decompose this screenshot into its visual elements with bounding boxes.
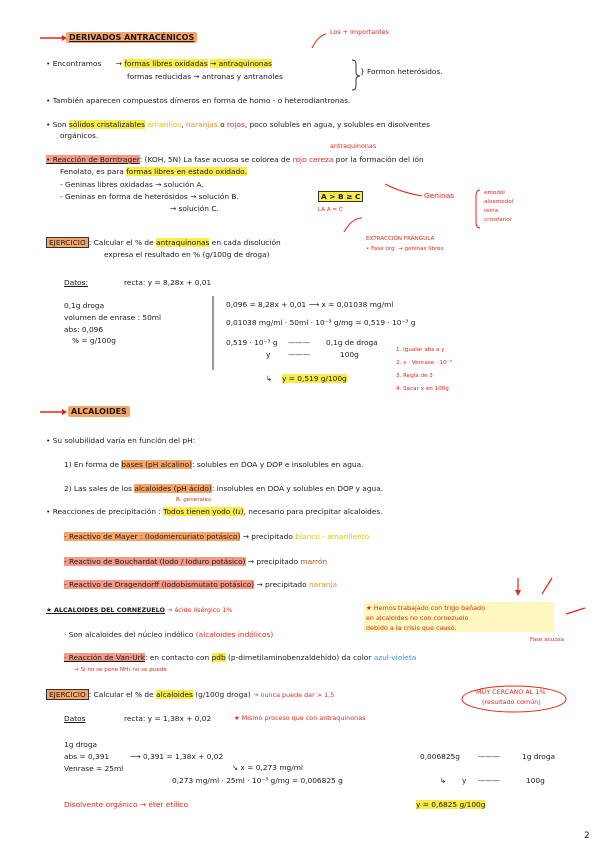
dato-porcentaje: % = g/100g: [72, 336, 116, 345]
abc-note: LA A = C: [318, 207, 343, 213]
cornezuelo: [46, 606, 232, 615]
fase-acuosa-note: Fase acuosa: [530, 637, 565, 643]
line-solidos: • Son sólidos cristalizables amarillos, naranjas o rojos, poco solubles en agua, y solubles en disolventes: [46, 120, 430, 129]
r-generales-note: R. generales: [176, 497, 211, 503]
highlight-pdb: pdb: [211, 653, 226, 662]
highlight-mayer: - Reactivo de Mayer : (Iodomercuriato potásico): [64, 532, 241, 541]
highlight-bouchardat: - Reactivo de Bouchardat (Iodo / Ioduro potásico): [64, 557, 246, 566]
text: (alcaloides indólicos): [195, 630, 274, 639]
rule-line: ———: [288, 338, 311, 347]
text: , necesario para precipitar alcaloides.: [243, 507, 383, 516]
highlight-formas-libres-oxidado: formas libres en estado oxidado.: [126, 167, 247, 176]
rule2-1b: 1g droga: [522, 752, 556, 761]
highlight-antraquinonas: → antraquinonas: [210, 59, 272, 68]
calc-result: y = 0,519 g/100g: [282, 374, 347, 383]
rule-line: ———: [478, 752, 501, 761]
mismo-proceso: ★ Mismo proceso que con antraquinonas: [234, 714, 366, 722]
text: 1) En forma de: [64, 460, 119, 469]
text: (g/100g droga): [195, 690, 251, 699]
step-4: 4. Sacar x en 100g: [396, 386, 449, 392]
dato-volumen: volumen de enrase : 50ml: [64, 313, 162, 322]
text: → ácido lisérgico 1%: [167, 606, 233, 614]
text: · Son alcaloides del núcleo indólico: [64, 630, 194, 639]
highlight-alcaloides: alcaloides: [156, 690, 193, 699]
highlight-formas-libres: formas libres oxidadas: [124, 59, 208, 68]
line-solubilidad: • Su solubilidad varía en función del pH:: [46, 436, 196, 445]
text: : solubles en DOA y DOP e insolubles en agua.: [192, 460, 364, 469]
step-3: 3. Regla de 3: [396, 373, 433, 379]
color-naranjas: naranjas: [185, 120, 218, 129]
step-1: 1. Igualar abs a y: [396, 347, 445, 353]
result-2: y = 0,6825 g/100g: [416, 800, 486, 809]
color-rojos: rojos: [226, 120, 245, 129]
text: : Calcular el % de: [88, 690, 154, 699]
recta-1: recta: y = 8,28x + 0,01: [124, 278, 212, 287]
calc-3a: 0,519 · 10⁻³ g: [226, 338, 278, 347]
line-encontramos: • Encontramos → formas libres oxidadas → antraquinonas: [46, 59, 272, 68]
color-azul-violeta: azul-violeta: [373, 653, 417, 662]
text: → precipitado: [242, 532, 293, 541]
geninas-label: Geninas: [424, 191, 455, 200]
text: ★ ALCALOIDES DEL CORNEZUELO: [46, 606, 165, 614]
reactivo-dragendorff: [64, 580, 337, 589]
highlight-solidos: sólidos cristalizables: [68, 120, 145, 129]
dato2-venrase: Venrase = 25ml: [64, 764, 124, 773]
calc-2: 0,01038 mg/ml · 50ml · 10⁻³ g/mg = 0,519 · 10⁻³ g: [226, 318, 416, 327]
text: • Reacciones de precipitación :: [46, 507, 161, 516]
abc-box: A > B ≥ C: [318, 191, 363, 202]
section-title-text: ALCALOIDES: [68, 406, 130, 417]
text: : en contacto con: [145, 653, 210, 662]
extraccion-title: EXTRACCIÓN FRÁNGULA: [366, 236, 435, 242]
dato-droga: 0,1g droga: [64, 301, 105, 310]
line-fenolato: [60, 167, 247, 176]
calc-3b: 0,1g de droga: [326, 338, 378, 347]
text: : Calcular el % de: [88, 238, 154, 247]
rule-arrow: ↳: [440, 776, 447, 785]
color-marron: marrón: [300, 557, 328, 566]
rule-line: ———: [478, 776, 501, 785]
text: : insolubles en DOA y solubles en DOP y agua.: [211, 484, 384, 493]
rule2-2b: 100g: [526, 776, 545, 785]
text: • Encontramos: [46, 59, 102, 68]
line-geninas-libres: - Geninas libres oxidadas → solución A.: [60, 180, 204, 189]
highlight-dragendorff: - Reactivo de Dragendorff (Iodobismutato potásico): [64, 580, 255, 589]
extraccion-note: • Fase org. → geninas libres: [366, 246, 444, 252]
highlight-borntrager: • Reacción de Borntrager: [46, 155, 140, 164]
calc-4a: y: [266, 350, 271, 359]
reactivo-bouchardat: [64, 557, 327, 566]
genina-1: emodol: [484, 190, 505, 196]
highlight-antraquinonas: antraquinonas: [156, 238, 210, 247]
genina-3: reina: [484, 208, 499, 214]
calc2-2: ↘ x = 0,273 mg/ml: [232, 763, 303, 772]
formon-heterosidos: } Formon heterósidos.: [360, 67, 443, 76]
highlight-van-urk: · Reacción de Van-Urk: [64, 653, 145, 662]
line-formas-reducidas: formas reducidas → antronas y antranoles: [127, 72, 283, 81]
text: → precipitado: [256, 580, 307, 589]
dato2-abs: abs = 0,391: [64, 752, 110, 761]
exercise-2: [46, 690, 334, 700]
line-bases: [64, 460, 363, 469]
line-organicos: orgánicos.: [60, 131, 99, 140]
datos-2: Datos: [64, 714, 86, 723]
highlight-alcaloides: alcaloides (pH ácido): [134, 484, 212, 493]
dato2-droga: 1g droga: [64, 740, 98, 749]
text: por la formación del ión: [335, 155, 424, 164]
exercise-label: EJERCICIO: [46, 237, 89, 248]
genina-4: crisofanol: [484, 217, 512, 223]
text: → nunca puede dar > 1,5: [253, 691, 335, 699]
line-borntrager: [46, 155, 424, 164]
exercise-1: [46, 238, 281, 247]
hemos-1: ★ Hemos trabajado con trigo bañado: [366, 604, 486, 612]
recta-2: recta: y = 1,38x + 0,02: [124, 714, 212, 723]
color-blanco-amarillento: blanco - amarillento: [295, 532, 370, 541]
disolvente-note: Disolvente orgánico → éter etílico: [64, 800, 189, 809]
text: (p-dimetilaminobenzaldehído) da color: [228, 653, 372, 662]
line-indolico: [64, 630, 273, 639]
line-sales: [64, 484, 383, 493]
calc-4b: 100g: [340, 350, 359, 359]
text: Fenolato, es para: [60, 167, 124, 176]
text: • Son: [46, 120, 67, 129]
antraquinonas-note: antraquinonas: [330, 142, 377, 150]
text: → precipitado: [247, 557, 299, 566]
color-naranja: naranja: [309, 580, 338, 589]
text: : (KOH, 5N) La fase acuosa se colorea de: [139, 155, 291, 164]
dato-abs: abs: 0,096: [64, 325, 104, 334]
genina-2: aloemodol: [484, 199, 514, 205]
calc-1: 0,096 = 8,28x + 0,01 ⟶ x = 0,01038 mg/ml: [226, 300, 394, 309]
datos-label: Datos:: [64, 278, 88, 287]
exercise-label: EJERCICIO: [46, 689, 89, 700]
text: , poco solubles en agua, y solubles en disolventes: [244, 120, 430, 129]
calc2-3: 0,273 mg/ml · 25ml · 10⁻³ g/mg = 0,006825 g: [172, 776, 343, 785]
line-solucion-c: → solución C.: [170, 204, 219, 213]
important-note: Los + importantes: [330, 28, 389, 36]
section-title-alcaloides: [68, 407, 130, 416]
page-number: 2: [584, 831, 590, 841]
line-precipitacion: [46, 507, 383, 516]
color-rojo-cereza: rojo cereza: [292, 155, 334, 164]
rule2-2a: y: [462, 776, 467, 785]
van-urk-note: → Si no se pone NH₃ no se puede: [74, 667, 167, 673]
highlight-yodo: Todos tienen yodo (I₂): [163, 507, 244, 516]
rule2-1a: 0,006825g: [420, 752, 460, 761]
line-geninas-heterosidos: - Geninas en forma de heterósidos → solución B.: [60, 192, 239, 201]
step-2: 2. x · Venrase · 10⁻³: [396, 360, 452, 366]
section-title-text: DERIVADOS ANTRACÉNICOS: [66, 32, 197, 43]
section-title-derivados: [66, 33, 197, 42]
text: en cada disolución: [211, 238, 281, 247]
result-arrow: ↳: [266, 374, 273, 383]
line-dimeros: • También aparecen compuestos dímeros en forma de homo - o heterodiantronas.: [46, 96, 351, 105]
calc2-1: ⟶ 0,391 = 1,38x + 0,02: [130, 752, 224, 761]
rule-line: ———: [288, 350, 311, 359]
hemos-2: en alcaloides no con cornezuelo: [366, 614, 469, 622]
cercano-1: MUY CERCANO AL 1%: [476, 688, 546, 696]
text: 2) Las sales de los: [64, 484, 132, 493]
hemos-3: debido a la crisis que causó.: [366, 624, 457, 632]
highlight-bases: bases (pH alcalino): [121, 460, 193, 469]
color-amarillos: amarillos: [147, 120, 182, 129]
exercise-1-line2: expresa el resultado en % (g/100g de droga): [104, 250, 270, 259]
cercano-2: (resultado común): [482, 698, 541, 706]
reactivo-mayer: [64, 532, 369, 541]
line-van-urk: [64, 653, 416, 662]
